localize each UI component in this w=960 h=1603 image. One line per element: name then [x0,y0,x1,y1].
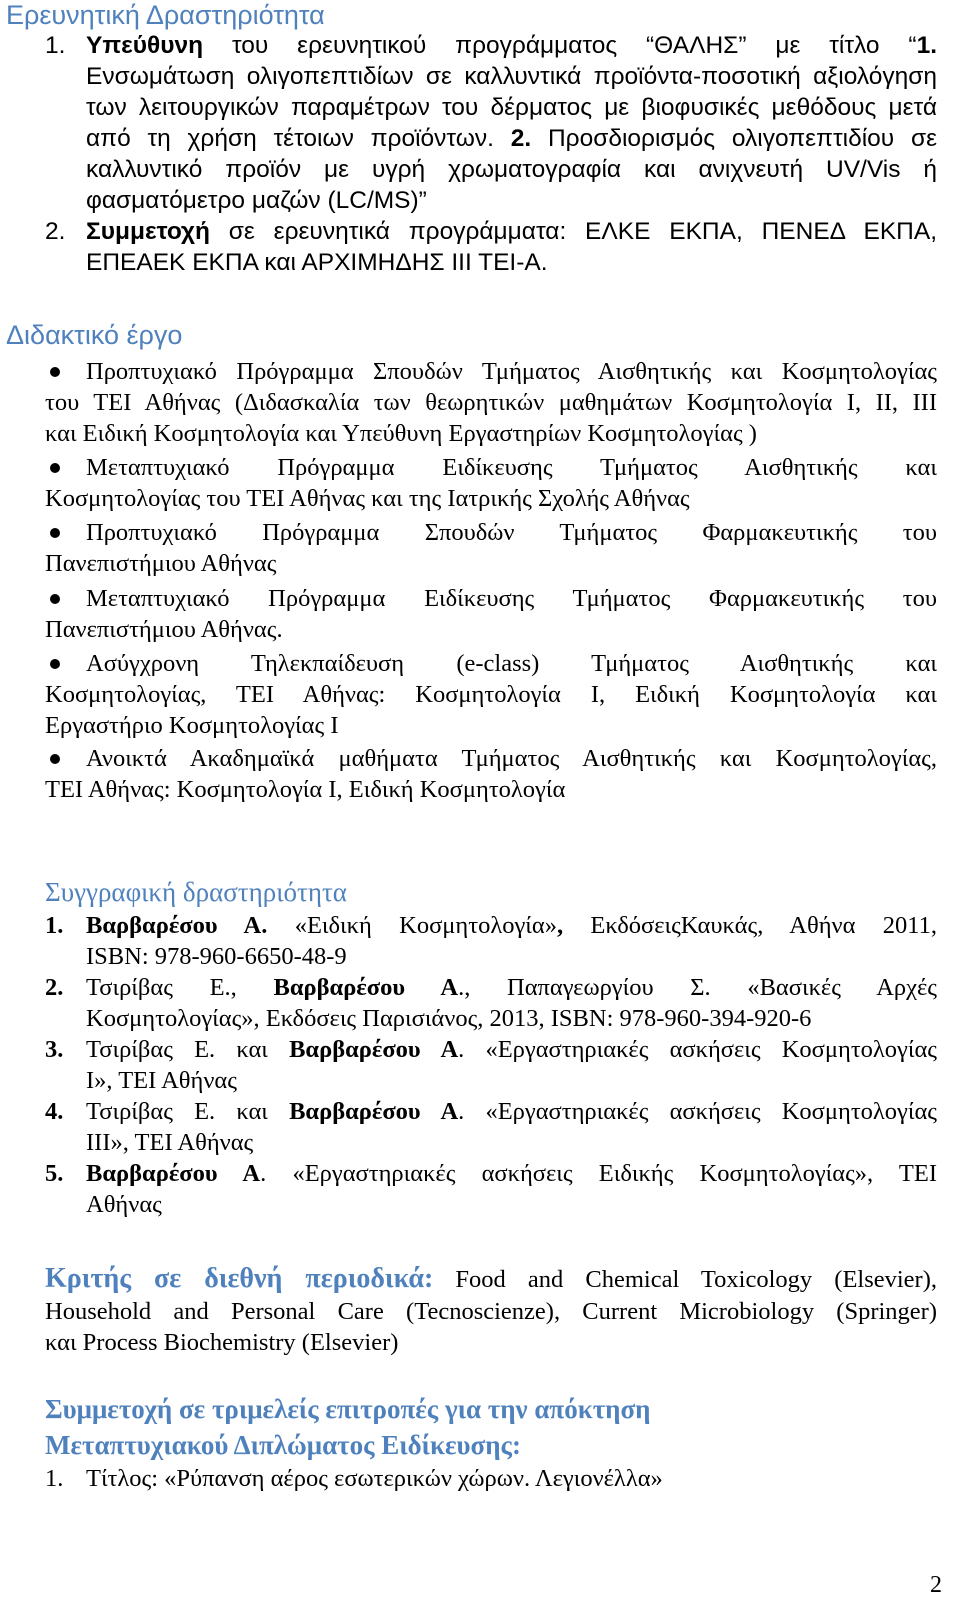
committees-heading: Μεταπτυχιακού Διπλώματος Ειδίκευσης: [45,1430,521,1460]
book-text: . «Εργαστηριακές ασκήσεις Ειδικής Κοσμητολογίας», ΤΕΙ [260,1160,938,1187]
project-intro: του ερευνητικού προγράμματος “ΘΑΛΗΣ” με τίτλο “ [231,32,917,59]
book-text: ., Παπαγεωργίου Σ. «Βασικές Αρχές [458,974,938,1001]
bullet-icon [50,754,60,764]
writing-item-number [45,1034,63,1065]
writing-number-text: 1. [45,912,64,939]
author-name: Βαρβαρέσου Α [273,974,459,1001]
role-label: Συμμετοχή [86,218,210,245]
teaching-heading: Διδακτικό έργο [6,320,183,350]
author-name: Βαρβαρέσου Α. [86,912,268,939]
teaching-line: Κοσμητολογίας του ΤΕΙ Αθήνας και της Ιατρικής Σχολής Αθήνας [45,485,690,512]
teaching-line: Πανεπιστήμιου Αθήνας. [45,616,283,643]
writing-line [86,1158,937,1189]
writing-number-text: 4. [45,1098,64,1125]
page-number: 2 [930,1572,942,1598]
subproject-text: από τη χρήση τέτοιων προϊόντων. [86,125,494,152]
writing-line: Κοσμητολογίας», Εκδόσεις Παρισιάνος, 2013, ISBN: 978-960-394-920-6 [86,1005,812,1032]
author-name: Βαρβαρέσου Α [289,1098,459,1125]
writing-number-text: 5. [45,1160,64,1187]
teaching-line: ΤΕΙ Αθήνας: Κοσμητολογία Ι, Ειδική Κοσμητολογία [45,776,566,803]
research-item-number: 2. [45,218,66,245]
author-name: Βαρβαρέσου Α [289,1036,459,1063]
reviewer-line: και Process Biochemistry (Elsevier) [45,1329,399,1356]
teaching-line: Ασύγχρονη Τηλεκπαίδευση (e-class) Τμήματος Αισθητικής και [86,650,937,677]
writing-line: Βαρβαρέσου Α. «Ειδική Κοσμητολογία», ΕκδόσειςΚαυκάς, Αθήνα 2011, [86,912,937,939]
subproject-number: 2. [510,125,532,152]
writing-line [86,1034,937,1065]
research-item-line [86,216,937,247]
coauthor-text: Τσιρίβας Ε., [86,974,237,1001]
role-label: Υπεύθυνη [86,32,204,59]
teaching-line: Μεταπτυχιακό Πρόγραμμα Ειδίκευσης Τμήματος Αισθητικής και [86,454,937,481]
research-item-line: των λειτουργικών παραμέτρων του δέρματος με βιοφυσικές μεθόδους μετά [86,94,937,121]
research-item-line: καλλυντικό προϊόν με υγρή χρωματογραφία και ανιχνευτή UV/Vis ή [86,156,937,183]
research-item-line: Ενσωμάτωση ολιγοπεπτιδίων σε καλλυντικά προϊόντα-ποσοτική αξιολόγηση [86,63,937,90]
research-item-number: 1. [45,32,66,59]
book-text: . «Εργαστηριακές ασκήσεις Κοσμητολογίας [458,1036,938,1063]
writing-line [86,1096,937,1127]
teaching-line: Ανοικτά Ακαδημαϊκά μαθήματα Τμήματος Αισθητικής και Κοσμητολογίας, [86,745,937,772]
subproject-text: Προσδιορισμός ολιγοπεπτιδίου σε [547,125,937,152]
teaching-line: Μεταπτυχιακό Πρόγραμμα Ειδίκευσης Τμήματος Φαρμακευτικής του [86,585,937,612]
research-item-line: ΕΠΕΑΕΚ ΕΚΠΑ και ΑΡΧΙΜΗΔΗΣ ΙΙΙ ΤΕΙ-Α. [86,249,548,276]
writing-item-number [45,1158,63,1189]
writing-line: Ι», ΤΕΙ Αθήνας [86,1067,237,1094]
journals-text: Food and Chemical Toxicology (Elsevier), [455,1266,937,1293]
writing-heading: Συγγραφική δραστηριότητα [45,877,347,907]
writing-item-number [45,910,63,941]
research-item-line: φασματόμετρο μαζών (LC/MS)” [86,187,427,214]
bullet-icon [50,659,60,669]
coauthor-text: Τσιρίβας Ε. και [86,1098,268,1125]
writing-number-text: 3. [45,1036,64,1063]
reviewer-label: Κριτής σε διεθνή περιοδικά: [45,1263,434,1294]
writing-line: ΙΙΙ», ΤΕΙ Αθήνας [86,1129,254,1156]
book-title: «Ειδική Κοσμητολογία» [294,912,557,939]
research-item-line [86,123,937,154]
bullet-icon [50,528,60,538]
writing-line [86,972,937,1003]
teaching-line: Κοσμητολογίας, ΤΕΙ Αθήνας: Κοσμητολογία Ι, Ειδική Κοσμητολογία και [45,681,937,708]
committees-heading: Συμμετοχή σε τριμελείς επιτροπές για την απόκτηση [45,1394,651,1424]
committee-item-text: Τίτλος: «Ρύπανση αέρος εσωτερικών χώρων. Λεγιονέλλα» [86,1465,663,1492]
teaching-line: Προπτυχιακό Πρόγραμμα Σπουδών Τμήματος Αισθητικής και Κοσμητολογίας [86,358,937,385]
reviewer-line [45,1262,937,1297]
writing-number-text: 2. [45,974,64,1001]
reviewer-line: Household and Personal Care (Tecnoscienze), Current Microbiology (Springer) [45,1298,937,1325]
teaching-line: του ΤΕΙ Αθήνας (Διδασκαλία των θεωρητικών μαθημάτων Κοσμητολογία Ι, ΙΙ, ΙΙΙ [45,389,937,416]
bullet-icon [50,367,60,377]
writing-line: ISBN: 978-960-6650-48-9 [86,943,347,970]
teaching-line: και Ειδική Κοσμητολογία και Υπεύθυνη Εργαστηρίων Κοσμητολογίας ) [45,420,757,447]
teaching-line: Πανεπιστήμιου Αθήνας [45,550,277,577]
research-heading: Ερευνητική Δραστηριότητα [6,0,325,30]
writing-item-number [45,972,63,1003]
programs-text: ΠΕΝΕΔ ΕΚΠΑ, [761,218,938,245]
writing-item-number [45,1096,63,1127]
teaching-line: Προπτυχιακό Πρόγραμμα Σπουδών Τμήματος Φαρμακευτικής του [86,519,937,546]
coauthor-text: Τσιρίβας Ε. και [86,1036,268,1063]
book-text: . «Εργαστηριακές ασκήσεις Κοσμητολογίας [458,1098,938,1125]
teaching-line: Εργαστήριο Κοσμητολογίας Ι [45,712,339,739]
programs-text: σε ερευνητικά προγράμματα: ΕΛΚΕ ΕΚΠΑ, [228,218,743,245]
author-name: Βαρβαρέσου Α [86,1160,261,1187]
bullet-icon [50,463,60,473]
research-item-line [86,30,937,61]
subproject-number: 1. [916,32,937,59]
writing-line: Αθήνας [86,1191,162,1218]
committee-item-number: 1. [45,1465,64,1492]
publisher-text: ΕκδόσειςΚαυκάς, Αθήνα 2011, [590,912,937,939]
bullet-icon [50,594,60,604]
